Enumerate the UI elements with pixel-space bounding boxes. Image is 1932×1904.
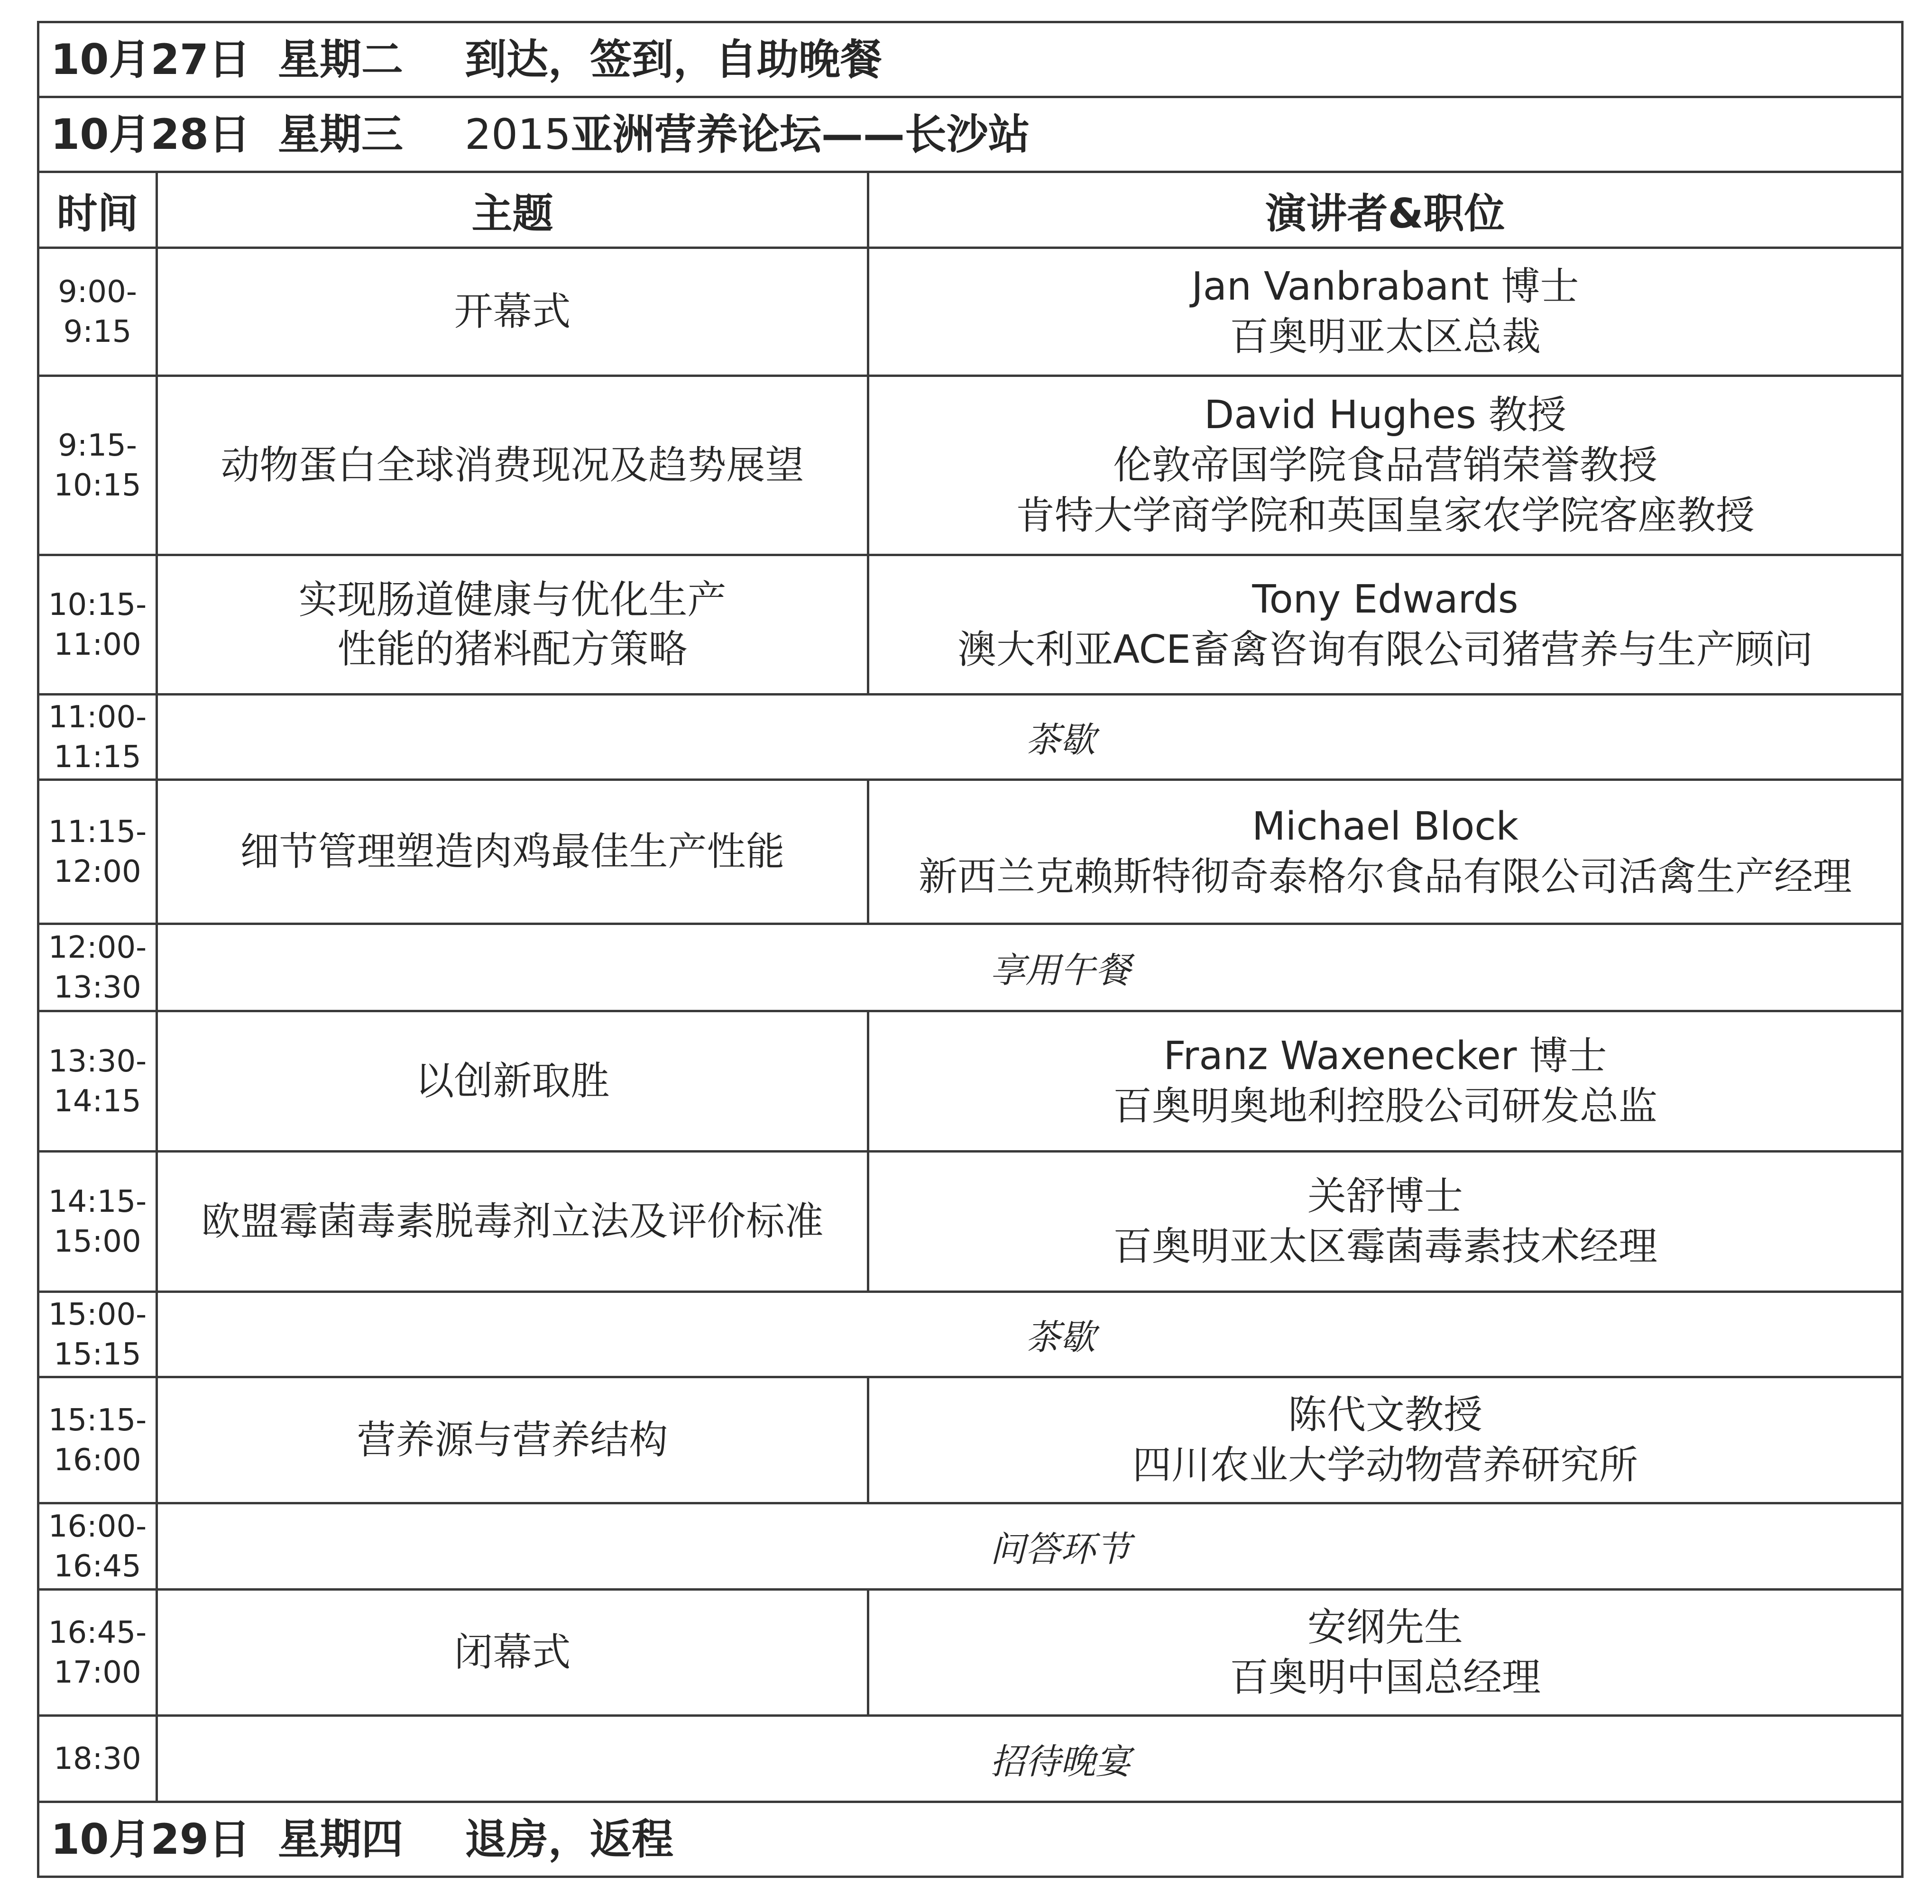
- day-date: 10月28日: [51, 110, 250, 159]
- time-start: 18:30: [54, 1741, 141, 1776]
- time-start: 11:15-: [48, 814, 147, 850]
- time-end: 9:15: [63, 314, 132, 349]
- time-cell: [38, 1011, 157, 1152]
- topic-cell: [157, 1152, 868, 1292]
- speaker-name: 安纲先生: [1307, 1604, 1463, 1650]
- table-row: [38, 1377, 1903, 1503]
- time-cell: [38, 924, 157, 1011]
- speaker-title: 伦敦帝国学院食品营销荣誉教授: [1113, 442, 1658, 488]
- speaker-name: Tony Edwards: [1252, 577, 1518, 622]
- speaker-title: 新西兰克赖斯特彻奇泰格尔食品有限公司活禽生产经理: [919, 854, 1852, 899]
- table-row: [38, 248, 1903, 376]
- speaker-title: 百奥明亚太区霉菌毒素技术经理: [1113, 1224, 1658, 1269]
- speaker-title: 肯特大学商学院和英国皇家农学院客座教授: [1016, 493, 1755, 538]
- table-row: [38, 376, 1903, 555]
- break-cell: 问答环节: [157, 1503, 1903, 1590]
- time-end: 17:00: [54, 1655, 141, 1690]
- topic-line: 实现肠道健康与优化生产: [298, 577, 727, 622]
- speaker-name: Franz Waxenecker 博士: [1163, 1033, 1607, 1079]
- time-cell: [38, 1377, 157, 1503]
- break-cell: 招待晚宴: [157, 1716, 1903, 1802]
- speaker-title: 四川农业大学动物营养研究所: [1132, 1442, 1638, 1488]
- speaker-name: 关舒博士: [1307, 1173, 1463, 1219]
- forum-year: 2015: [464, 110, 571, 159]
- time-cell: [38, 1716, 157, 1802]
- topic-cell: [157, 248, 868, 376]
- speaker-cell: [868, 780, 1903, 924]
- day-description: 到达，签到，自助晚餐: [464, 35, 882, 84]
- speaker-cell: [868, 376, 1903, 555]
- topic-line: 细节管理塑造肉鸡最佳生产性能: [240, 829, 785, 874]
- time-start: 16:45-: [48, 1615, 147, 1650]
- time-cell: [38, 376, 157, 555]
- time-start: 12:00-: [48, 930, 147, 965]
- break-cell: 享用午餐: [157, 924, 1903, 1011]
- time-start: 14:15-: [48, 1184, 147, 1219]
- time-end: 10:15: [54, 467, 141, 503]
- speaker-name: Michael Block: [1252, 804, 1518, 849]
- table-row: [38, 1503, 1903, 1590]
- header-row: [38, 172, 1903, 248]
- time-end: 16:45: [54, 1548, 141, 1584]
- speaker-name: David Hughes 教授: [1204, 392, 1566, 438]
- time-cell: [38, 555, 157, 695]
- agenda-table: [37, 21, 1904, 1878]
- time-end: 15:00: [54, 1224, 141, 1259]
- topic-line: 动物蛋白全球消费现况及趋势展望: [221, 442, 804, 488]
- topic-line: 闭幕式: [454, 1629, 571, 1675]
- table-row: [38, 780, 1903, 924]
- topic-cell: [157, 1377, 868, 1503]
- header-topic: 主题: [157, 172, 868, 248]
- topic-cell: [157, 376, 868, 555]
- time-end: 11:15: [54, 739, 141, 775]
- day-row-oct28: [38, 97, 1903, 172]
- time-start: 15:00-: [48, 1297, 147, 1332]
- table-row: [38, 1011, 1903, 1152]
- topic-line: 营养源与营养结构: [357, 1417, 668, 1463]
- day-weekday: 星期三: [277, 110, 403, 159]
- time-start: 13:30-: [48, 1044, 147, 1079]
- time-cell: [38, 695, 157, 780]
- topic-line: 欧盟霉菌毒素脱毒剂立法及评价标准: [201, 1199, 824, 1244]
- speaker-cell: [868, 1152, 1903, 1292]
- speaker-title: 百奥明亚太区总裁: [1230, 314, 1541, 359]
- day-row-oct27: [38, 22, 1903, 97]
- table-row: [38, 1152, 1903, 1292]
- day-row-oct29: [38, 1802, 1903, 1877]
- time-end: 16:00: [54, 1442, 141, 1478]
- time-cell: [38, 1503, 157, 1590]
- day-weekday: 星期四: [277, 1814, 403, 1864]
- time-cell: [38, 1152, 157, 1292]
- speaker-cell: [868, 248, 1903, 376]
- speaker-cell: [868, 1011, 1903, 1152]
- time-cell: [38, 780, 157, 924]
- speaker-title: 澳大利亚ACE畜禽咨询有限公司猪营养与生产顾问: [957, 627, 1813, 672]
- speaker-title: 百奥明奥地利控股公司研发总监: [1113, 1083, 1658, 1129]
- time-start: 15:15-: [48, 1402, 147, 1438]
- time-cell: [38, 1590, 157, 1716]
- time-start: 9:15-: [58, 428, 137, 463]
- day-date: 10月27日: [51, 35, 250, 84]
- topic-cell: [157, 1011, 868, 1152]
- topic-cell: [157, 555, 868, 695]
- speaker-title: 百奥明中国总经理: [1230, 1655, 1541, 1700]
- time-end: 15:15: [54, 1336, 141, 1372]
- time-start: 11:00-: [48, 699, 147, 735]
- topic-line: 性能的猪料配方策略: [337, 626, 688, 672]
- table-row: [38, 1292, 1903, 1377]
- table-row: [38, 1590, 1903, 1716]
- speaker-cell: [868, 1377, 1903, 1503]
- header-speaker: 演讲者&职位: [868, 172, 1903, 248]
- time-start: 10:15-: [48, 587, 147, 622]
- topic-line: 开幕式: [454, 289, 571, 334]
- forum-title: 亚洲营养论坛——长沙站: [570, 110, 1030, 159]
- table-row: [38, 1716, 1903, 1802]
- speaker-name: 陈代文教授: [1288, 1392, 1483, 1437]
- speaker-name: Jan Vanbrabant 博士: [1191, 264, 1579, 309]
- break-cell: 茶歇: [157, 695, 1903, 780]
- table-row: [38, 695, 1903, 780]
- time-start: 9:00-: [58, 274, 137, 310]
- day-cell: [38, 97, 1903, 172]
- day-description: [464, 110, 1030, 159]
- time-end: 13:30: [54, 970, 141, 1005]
- day-weekday: 星期二: [277, 35, 403, 84]
- time-end: 12:00: [54, 854, 141, 889]
- break-cell: 茶歇: [157, 1292, 1903, 1377]
- topic-cell: [157, 780, 868, 924]
- day-date: 10月29日: [51, 1814, 250, 1864]
- topic-line: 以创新取胜: [415, 1058, 610, 1104]
- time-end: 11:00: [54, 627, 141, 662]
- topic-cell: [157, 1590, 868, 1716]
- speaker-cell: [868, 555, 1903, 695]
- time-cell: [38, 248, 157, 376]
- day-cell: [38, 1802, 1903, 1877]
- speaker-cell: [868, 1590, 1903, 1716]
- header-time: 时间: [38, 172, 157, 248]
- table-row: [38, 555, 1903, 695]
- time-end: 14:15: [54, 1083, 141, 1119]
- day-description: 退房，返程: [464, 1814, 673, 1864]
- time-cell: [38, 1292, 157, 1377]
- day-cell: [38, 22, 1903, 97]
- table-row: [38, 924, 1903, 1011]
- time-start: 16:00-: [48, 1509, 147, 1544]
